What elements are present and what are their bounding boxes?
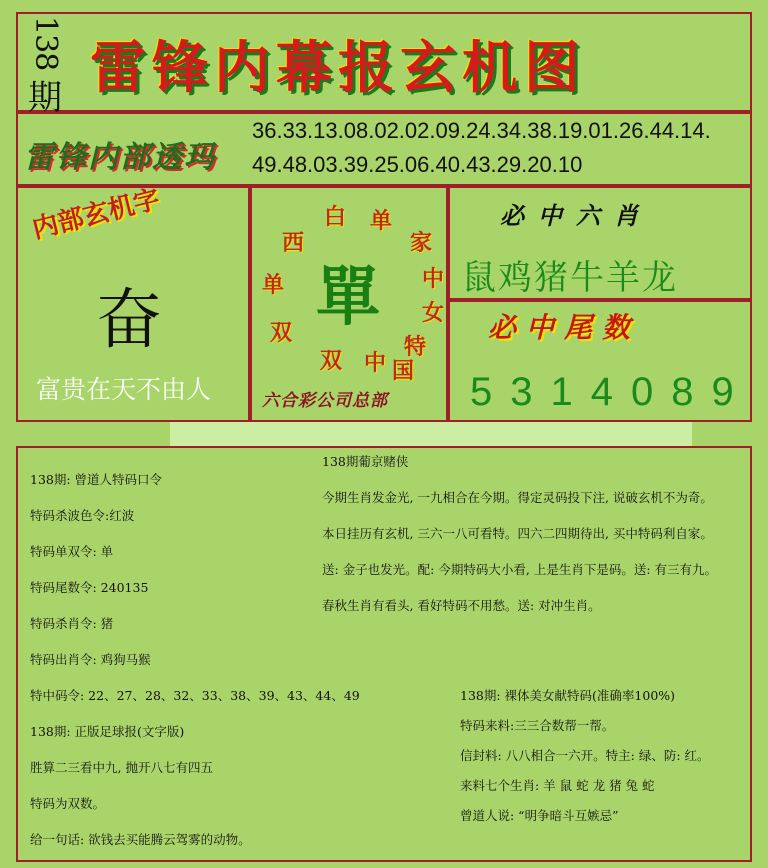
ring-char: 单 <box>262 273 285 298</box>
tail-digits-title: 必中尾数 <box>488 311 641 344</box>
right-line: 今期生肖发金光, 一九相合在今期。得定灵码投下注, 说破玄机不为奇。 <box>322 490 713 505</box>
left-line: 特码杀肖令: 猪 <box>30 616 114 631</box>
numbers-line-2: 49.48.03.39.25.06.40.43.29.20.10 <box>252 152 583 177</box>
ring-char: 女 <box>422 301 445 326</box>
ring-char: 国 <box>392 359 415 384</box>
left-line: 特中码令: 22、27、28、32、33、38、39、43、44、49 <box>30 688 360 703</box>
center-footer: 六合彩公司总部 <box>262 391 388 411</box>
ring-char: 单 <box>370 209 393 234</box>
right-line: 本日挂历有玄机, 三六一八可看特。四六二四期待出, 买中特码利自家。 <box>322 526 713 541</box>
left-line: 特码单双令: 单 <box>30 544 114 559</box>
right-line: 来料七个生肖: 羊 鼠 蛇 龙 猪 兔 蛇 <box>460 778 655 793</box>
left-line: 特码杀波色令:红波 <box>30 508 135 523</box>
right-line: 特码来料:三三合数帮一帮。 <box>460 718 615 733</box>
right-line: 春秋生肖有看头, 看好特码不用愁。送: 对冲生肖。 <box>322 598 601 613</box>
right-line: 138期葡京赌侠 <box>322 454 409 469</box>
ring-char: 中 <box>422 267 445 292</box>
secret-character: 奋 <box>96 281 162 358</box>
zodiac-title: 必中六肖 <box>500 202 652 230</box>
left-line: 特码为双数。 <box>30 796 106 811</box>
ring-char: 白 <box>324 205 347 230</box>
issue-suffix: 期 <box>28 78 62 118</box>
right-line: 送: 金子也发光。配: 今期特码大小看, 上是生肖下是码。送: 有三有九。 <box>322 562 718 577</box>
ring-char: 西 <box>282 231 305 256</box>
issue-number: 138 <box>28 16 63 71</box>
left-line: 特码出肖令: 鸡狗马猴 <box>30 652 151 667</box>
secret-phrase: 富贵在天不由人 <box>36 375 212 404</box>
left-line: 138期: 曾道人特码口令 <box>30 472 163 487</box>
ring-char: 家 <box>410 231 433 256</box>
left-line: 给一句话: 欲钱去买能腾云驾雾的动物。 <box>30 832 251 847</box>
zodiac-list: 鼠鸡猪牛羊龙 <box>462 258 678 298</box>
ring-char: 双 <box>270 321 293 346</box>
numbers-line-1: 36.33.13.08.02.02.09.24.34.38.19.01.26.44.14. <box>252 118 711 143</box>
left-line: 138期: 正版足球报(文字版) <box>30 724 185 739</box>
ring-char: 中 <box>364 351 387 376</box>
left-line: 胜算二三看中九, 抛开八七有四五 <box>30 760 213 775</box>
secret-character-title: 内部玄机字 <box>29 184 163 245</box>
left-line: 特码尾数令: 240135 <box>30 580 149 595</box>
right-line: 信封料: 八八相合一六开。特主: 绿、防: 红。 <box>460 748 710 763</box>
right-line: 138期: 裸体美女献特码(准确率100%) <box>460 688 676 703</box>
numbers-row-label: 雷锋内部透玛 <box>24 140 216 175</box>
center-character: 單 <box>316 261 380 335</box>
tail-digits: 5314089 <box>470 370 752 414</box>
divider-banner <box>170 422 692 446</box>
page-title: 雷锋内幕报玄机图 <box>90 36 586 101</box>
ring-char: 双 <box>320 349 343 374</box>
right-line: 曾道人说: “明争暗斗互嫉忌” <box>460 808 619 823</box>
ring-char: 特 <box>404 335 427 360</box>
